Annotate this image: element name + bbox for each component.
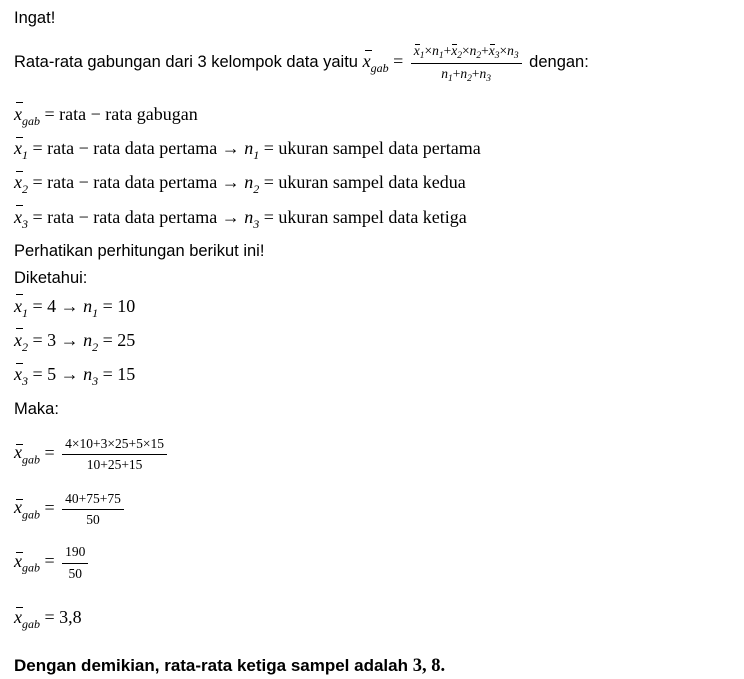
math-text: + xyxy=(452,65,461,81)
text: dengan: xyxy=(524,53,589,72)
bold-text: Dengan demikian, rata-rata ketiga sampel adalah xyxy=(14,656,413,676)
math-text: = xyxy=(40,497,60,518)
variable: n xyxy=(83,295,93,316)
math-text: 40+75+75 xyxy=(65,490,121,506)
math-text: = xyxy=(40,550,60,571)
subscript: gab xyxy=(22,113,40,128)
denominator xyxy=(411,64,522,85)
xbar-variable: x xyxy=(451,43,458,58)
subscript: 1 xyxy=(22,305,28,320)
denominator xyxy=(62,510,124,529)
step-3 xyxy=(14,543,728,583)
known-x3 xyxy=(14,361,728,395)
math-text: + xyxy=(443,43,452,58)
note-line: Perhatikan perhitungan berikut ini! xyxy=(14,242,265,261)
subscript: 2 xyxy=(253,182,260,197)
denominator xyxy=(62,564,88,583)
step-1 xyxy=(14,435,728,475)
xbar-variable: x xyxy=(14,327,22,354)
subscript: 2 xyxy=(92,339,99,354)
math-text: 4×10+3×25+5×15 xyxy=(65,435,164,451)
math-text: = ukuran sampel data kedua xyxy=(259,172,466,193)
xbar-variable: x xyxy=(413,43,420,58)
math-text: × xyxy=(424,43,433,58)
math-text: 190 xyxy=(65,544,86,560)
xbar-variable: x xyxy=(14,101,22,128)
variable: n xyxy=(83,329,93,350)
fraction xyxy=(411,42,522,85)
xbar-variable: x xyxy=(14,361,22,388)
math-text: = 10 xyxy=(98,295,136,316)
math-text: × xyxy=(499,43,508,58)
variable: n xyxy=(83,364,93,385)
subscript: 3 xyxy=(494,51,500,61)
subscript: 3 xyxy=(22,216,28,231)
xbar-variable: x xyxy=(14,497,22,518)
math-text: 10+25+15 xyxy=(86,457,143,473)
subscript: 1 xyxy=(253,148,260,163)
xbar-variable: x xyxy=(363,48,371,75)
definition-x2 xyxy=(14,169,728,203)
conclusion-line xyxy=(14,654,728,679)
subscript: 3 xyxy=(92,374,99,389)
numerator xyxy=(411,42,522,64)
result-line xyxy=(14,605,728,636)
subscript: 3 xyxy=(486,73,492,84)
math-text: = ukuran sampel data ketiga xyxy=(259,206,467,227)
subscript: 2 xyxy=(457,51,462,61)
math-text: = ukuran sampel data pertama xyxy=(259,138,481,159)
subscript: 1 xyxy=(92,305,99,320)
variable: n xyxy=(441,65,449,81)
subscript: 2 xyxy=(22,339,28,354)
math-text: = rata − rata data pertama → xyxy=(28,138,245,159)
fraction xyxy=(62,435,167,475)
math-text: × xyxy=(461,43,470,58)
variable: n xyxy=(432,43,439,58)
subscript: gab xyxy=(22,452,40,467)
variable: n xyxy=(479,65,487,81)
fraction xyxy=(62,490,124,530)
variable: n xyxy=(244,172,254,193)
heading: Ingat! xyxy=(14,9,56,27)
subscript: gab xyxy=(22,507,40,522)
math-text: + xyxy=(481,43,489,58)
bold-math-text: 3, 8. xyxy=(412,656,446,677)
subscript: 3 xyxy=(22,374,28,389)
fraction xyxy=(62,543,88,583)
then-label: Maka: xyxy=(14,399,59,418)
math-text: = 4 → xyxy=(28,295,84,316)
variable: n xyxy=(507,43,514,58)
math-text: 50 xyxy=(86,511,100,527)
math-text: = xyxy=(388,51,408,72)
math-text: = 25 xyxy=(98,329,136,350)
denominator xyxy=(62,455,167,474)
definitions-block xyxy=(14,101,728,423)
xbar-variable: x xyxy=(14,293,22,320)
intro-line xyxy=(14,42,728,85)
math-text: 50 xyxy=(68,565,83,581)
subscript: gab xyxy=(370,61,389,76)
xbar-variable: x xyxy=(14,169,22,196)
xbar-variable: x xyxy=(14,135,22,162)
subscript: 1 xyxy=(438,51,444,61)
xbar-variable: x xyxy=(488,43,495,58)
known-label: Diketahui: xyxy=(14,269,88,288)
variable: n xyxy=(244,206,254,227)
math-text: = rata − rata data pertama → xyxy=(28,172,245,193)
subscript: 1 xyxy=(448,73,453,84)
xbar-variable: x xyxy=(14,204,22,231)
variable: n xyxy=(460,65,468,81)
subscript: 3 xyxy=(513,51,519,61)
math-text: = rata − rata data pertama → xyxy=(28,206,245,227)
definition-xgab xyxy=(14,101,728,135)
subscript: 3 xyxy=(253,216,260,231)
definition-x1 xyxy=(14,135,728,169)
subscript: 2 xyxy=(467,73,472,84)
variable: n xyxy=(469,43,477,58)
subscript: gab xyxy=(22,560,40,575)
subscript: 2 xyxy=(476,51,482,61)
math-text: = rata − rata gabugan xyxy=(40,103,198,124)
subscript: 2 xyxy=(22,182,28,197)
variable: n xyxy=(244,138,254,159)
numerator xyxy=(62,543,88,563)
known-x1 xyxy=(14,293,728,327)
math-text: + xyxy=(471,65,480,81)
math-text: = 3 → xyxy=(28,329,84,350)
xbar-variable: x xyxy=(14,550,22,571)
subscript: 1 xyxy=(419,51,425,61)
text: Rata-rata gabungan dari 3 kelompok data yaitu xyxy=(14,53,363,72)
math-text: = xyxy=(40,442,60,463)
step-2 xyxy=(14,490,728,530)
math-text: = 15 xyxy=(98,364,136,385)
definition-x3 xyxy=(14,204,728,238)
math-text: = 3,8 xyxy=(40,607,82,628)
known-x2 xyxy=(14,327,728,361)
math-text: = 5 → xyxy=(28,364,84,385)
numerator xyxy=(62,490,124,510)
subscript: 1 xyxy=(22,148,28,163)
xbar-variable: x xyxy=(14,607,22,628)
numerator xyxy=(62,435,167,455)
subscript: gab xyxy=(22,617,40,632)
xbar-variable: x xyxy=(14,442,22,463)
